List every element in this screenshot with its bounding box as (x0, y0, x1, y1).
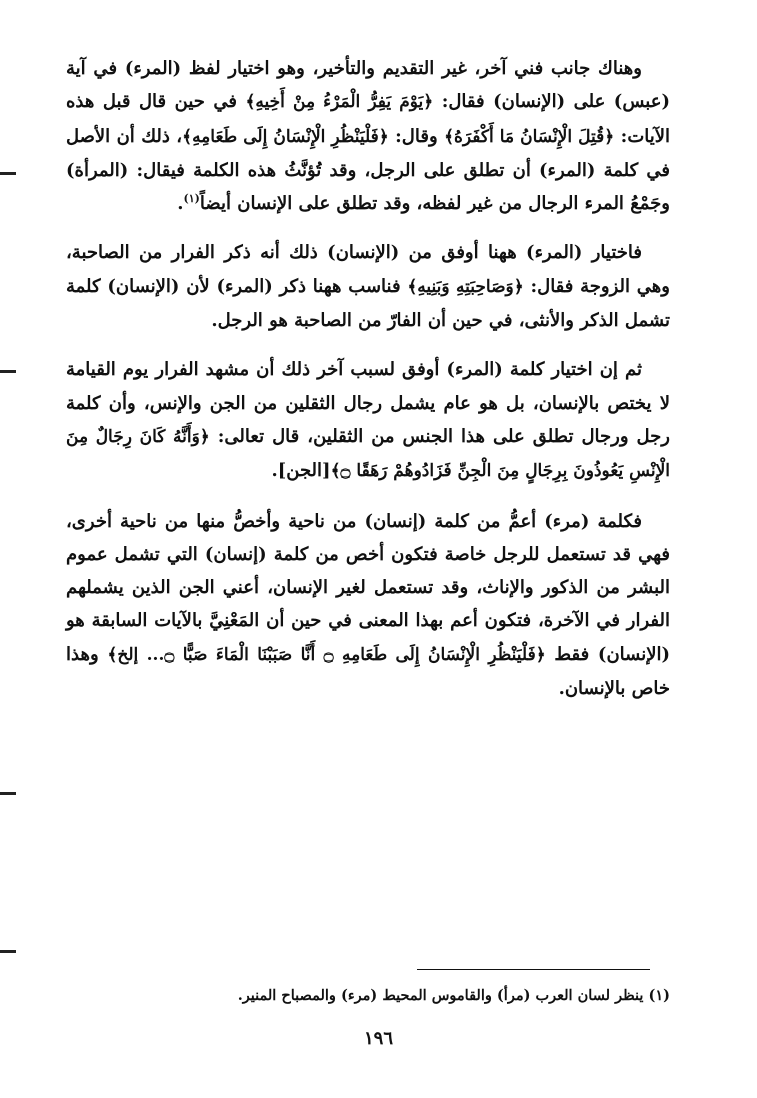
quran-verse: ﴿قُتِلَ الْإِنْسَانُ مَا أَكْفَرَهُ﴾ (444, 126, 615, 147)
footnote-reference: (١) (183, 192, 200, 206)
paragraph-text: وهناك جانب فني آخر، غير التقديم والتأخير، وهو اختيار لفظ (المرء) في آية (عبس) على (الإنسان) فقال: (66, 58, 670, 113)
paragraph (66, 353, 670, 488)
margin-mark (0, 172, 16, 175)
footnote: (١) ينظر لسان العرب (مرأ) والقاموس المحيط (مرء) والمصباح المنير. (237, 987, 670, 1004)
quran-verse: ﴿وَصَاحِبَتِهِ وَبَنِيهِ﴾ (407, 276, 524, 297)
page-number: ١٩٦ (363, 1028, 393, 1049)
paragraph-text: [الجن]. (271, 460, 331, 482)
paragraph-text: ثم إن اختيار كلمة (المرء) أوفق لسبب آخر ذلك أن مشهد الفرار يوم القيامة لا يختص بالإنسان، بل هو عام يشمل رجال الثقلين من الجن والإنس، وأن كلمة رجل ورجال تطلق على هذا الجنس من الثقلين، قال تعالى: (66, 359, 670, 447)
quran-verse: ﴿وَأَنَّهُ كَانَ رِجَالٌ مِنَ الْإِنْسِ يَعُوذُونَ بِرِجَالٍ مِنَ الْجِنِّ فَزَادُوهُمْ رَهَقًا ۝﴾ (66, 426, 670, 482)
paragraph (66, 505, 670, 706)
margin-mark (0, 370, 16, 373)
paragraph-text: فناسب ههنا ذكر (المرء) لأن (الإنسان) كلمة تشمل الذكر والأنثى، في حين أن الفارّ من الصاحبة هو الرجل. (66, 275, 670, 332)
paragraph-text: في حين قال قبل هذه الآيات: (66, 91, 671, 147)
paragraph-text: فاختيار (المرء) ههنا أوفق من (الإنسان) ذلك أنه ذكر الفرار من الصاحبة، وهي الزوجة فقال: (66, 242, 670, 297)
margin-mark (0, 792, 16, 795)
quran-verse: ﴿يَوْمَ يَفِرُّ الْمَرْءُ مِنْ أَخِيهِ﴾ (245, 92, 434, 113)
paragraph-text: . (177, 193, 184, 215)
paragraph-text: وهذا خاص بالإنسان. (66, 643, 670, 700)
paragraph (66, 52, 670, 220)
paragraph-text: ، ذلك أن الأصل في كلمة (المرء) أن تطلق على الرجل، وقد تُؤنَّثُ هذه الكلمة فيقال: (المرأة) وجَمْعُ المرء الرجال من غير لفظه، وقد تطلق على الإنسان أيضاً (66, 125, 670, 215)
margin-mark (0, 950, 16, 953)
page-body (66, 52, 670, 705)
quran-verse: ﴿فَلْيَنْظُرِ الْإِنْسَانُ إِلَى طَعَامِهِ ۝ أَنَّا صَبَبْنَا الْمَاءَ صَبًّا ۝... إلخ﴾ (107, 644, 546, 665)
quran-verse: ﴿فَلْيَنْظُرِ الْإِنْسَانُ إِلَى طَعَامِهِ﴾ (182, 126, 389, 147)
footnote-separator (417, 969, 650, 970)
paragraph-text: وقال: (388, 125, 445, 147)
paragraph (66, 236, 670, 337)
paragraph-text: فكلمة (مرء) أعمُّ من كلمة (إنسان) من ناحية وأخصُّ منها من ناحية أخرى، فهي قد تستعمل للرجل خاصة فتكون أخص من كلمة (إنسان) التي تشمل عموم البشر من الذكور والإناث، وقد تستعمل لغير الإنسان، أعني الجن الذين يشملهم الفرار في الآخرة، فتكون أعم بهذا المعنى في حين أن المَعْنِيَّ بالآيات السابقة هو (الإنسان) فقط (66, 510, 671, 665)
